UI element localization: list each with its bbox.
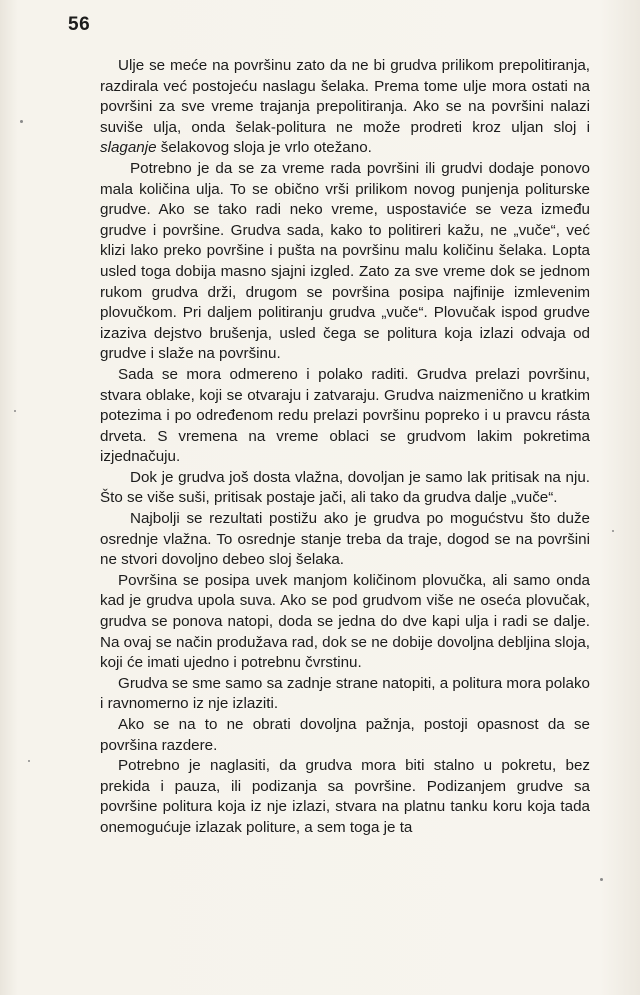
- paragraph-1-text: Ulje se meće na površinu zato da ne bi grudva prilikom prepolitiranja, razdirala već postojeću naslagu šelaka. Prema tome ulje mora ostati na površini za sve vreme trajanja prepolitiranja. Ako se na površini nalazi suviše ulja, onda šelak-politura ne može prodreti kroz uljan sloj i: [100, 57, 590, 136]
- paragraph-4: Dok je grudva još dosta vlažna, dovoljan je samo lak pritisak na nju. Što se više suši, pritisak postaje jači, ali tako da grudva dalje „vuče“.: [100, 468, 590, 507]
- paragraph-9: Potrebno je naglasiti, da grudva mora biti stalno u pokretu, bez prekida i pauza, ili podizanja sa površine. Podizanjem grudve sa površine politura koja iz nje izlazi, stvara na platnu tanku koru koja tada onemogućuje izlazak politure, a sem toga je ta: [100, 757, 590, 836]
- paragraph-7: Grudva se sme samo sa zadnje strane natopiti, a politura mora polako i ravnomerno iz nje izlaziti.: [100, 674, 590, 713]
- paragraph-6: Površina se posipa uvek manjom količinom plovučka, ali samo onda kad je grudva upola suva. Ako se pod grudvom više ne oseća plovučak, grudva se ponova natopi, doda se jedna do dve kapi ulja i radi se dalje. Na ovaj se način produžava rad, dok se ne dobije dovoljna debljina sloja, koji će imati ujedno i potrebnu čvrstinu.: [100, 571, 590, 672]
- paragraph-8: Ako se na to ne obrati dovoljna pažnja, postoji opasnost da se površina razdere.: [100, 716, 590, 754]
- scan-speck: [28, 760, 30, 762]
- body-text: [100, 56, 590, 839]
- scan-speck: [14, 410, 16, 412]
- page-number: 56: [68, 14, 91, 35]
- paragraph-1-text-end: šelakovog sloja je vrlo otežano.: [156, 139, 372, 157]
- paragraph-2: Potrebno je da se za vreme rada površini ili grudvi dodaje ponovo mala količina ulja. To se obično vrši prilikom novog punjenja politurske grudve. Ako se tako radi neko vreme, uspostaviće se veza između grudve i površine. Grudva sada, kako to politireri kažu, ne „vuče“, već klizi lako preko površine i pušta na površinu malu količinu šelaka. Lopta usled toga dobija masno sjajni izgled. Zato za sve vreme dok se jednom rukom grudva drži, drugom se površina posipa najfinije izmlevenim plovučkom. Pri daljem politiranju grudva „vuče“. Plovučak ispod grudve izaziva dejstvo brušenja, usled čega se politura koja izlazi odvaja od grudve i slaže na površinu.: [100, 159, 590, 363]
- scan-speck: [20, 120, 23, 123]
- scan-speck: [612, 530, 614, 532]
- scan-speck: [600, 878, 603, 881]
- paragraph-1: [100, 56, 590, 159]
- paragraph-3: Sada se mora odmereno i polako raditi. Grudva prelazi površinu, stvara oblake, koji se otvaraju i zatvaraju. Grudva naizmenično u kratkim potezima i po određenom redu prelazi površinu popreko i u pravcu rásta drveta. S vremena na vreme oblaci se grudvom lakim pokretima izjednačuju.: [100, 365, 590, 466]
- paragraph-5: Najbolji se rezultati postižu ako je grudva po mogućstvu što duže osrednje vlažna. To osrednje stanje treba da traje, dogod se na površini ne stvori dovoljno debeo sloj šelaka.: [100, 510, 590, 569]
- paragraph-1-emphasis: slaganje: [100, 139, 157, 157]
